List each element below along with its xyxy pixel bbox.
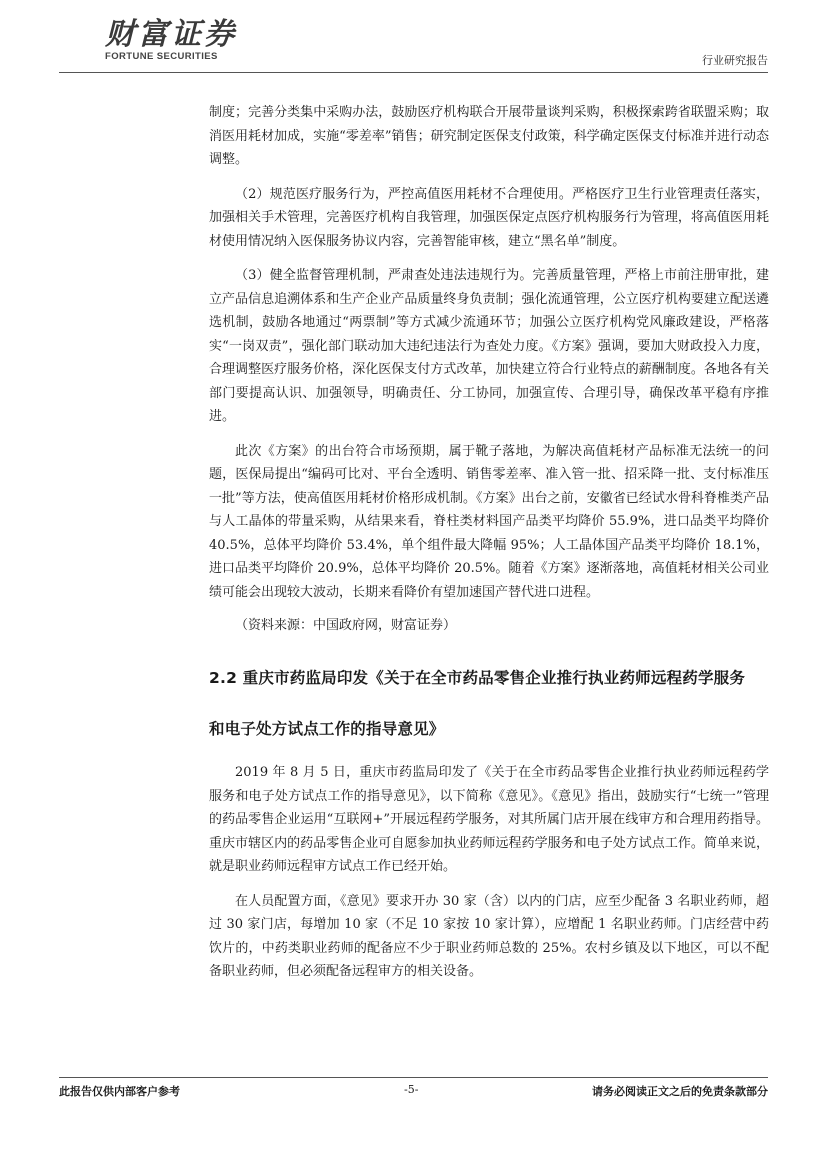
logo-english-name: FORTUNE SECURITIES xyxy=(105,51,218,62)
header-divider xyxy=(59,72,768,73)
report-type-label: 行业研究报告 xyxy=(702,54,768,67)
body-paragraph: 在人员配置方面，《意见》要求开办 30 家（含）以内的门店，应至少配备 3 名职业药师，超过 30 家门店，每增加 10 家（不足 10 家按 10 家计算），应增配 1 名职业药师。门店经营中药饮片的，中药类职业药师的配备应不少于职业药师总数的 25%。农村乡镇及以下地区，可以不配备职业药师，但必须配备远程审方的相关设备。 xyxy=(209,893,769,979)
body-paragraph: 制度；完善分类集中采购办法，鼓励医疗机构联合开展带量谈判采购，积极探索跨省联盟采购；取消医用耗材加成，实施“零差率”销售；研究制定医保支付政策，科学确定医保支付标准并进行动态调整。 xyxy=(209,105,769,167)
section-heading-line: 2.2 重庆市药监局印发《关于在全市药品零售企业推行执业药师远程药学服务 xyxy=(209,669,746,687)
source-note: （资料来源：中国政府网，财富证券） xyxy=(235,618,457,633)
body-paragraph: （3）健全监督管理机制，严肃查处违法违规行为。完善质量管理，严格上市前注册审批，建立产品信息追溯体系和生产企业产品质量终身负责制；强化流通管理，公立医疗机构要建立配送遴选机制，鼓励各地通过“两票制”等方式减少流通环节；加强公立医疗机构党风廉政建设，严格落实“一岗双责”，强化部门联动加大违纪违法行为查处力度。《方案》强调，要加大财政投入力度，合理调整医疗服务价格，深化医保支付方式改革，加快建立符合行业特点的薪酬制度。各地各有关部门要提高认识、加强领导，明确责任、分工协同，加强宣传、合理引导，确保改革平稳有序推进。 xyxy=(209,268,769,424)
logo-chinese-name: 财富证券 xyxy=(105,17,237,52)
page-number: -5- xyxy=(404,1083,419,1096)
footer-divider xyxy=(59,1077,768,1078)
body-paragraph: 此次《方案》的出台符合市场预期，属于靴子落地，为解决高值耗材产品标准无法统一的问题，医保局提出“编码可比对、平台全透明、销售零差率、准入管一批、招采降一批、支付标准压一批”等方法，使高值医用耗材价格形成机制。《方案》出台之前，安徽省已经试水骨科脊椎类产品与人工晶体的带量采购，从结果来看，脊柱类材料国产品类平均降价 55.9%，进口品类平均降价 40.5%，总体平均降价 53.4%，单个组件最大降幅 95%；人工晶体国产品类平均降价 18.1%，进口品类平均降价 20.9%，总体平均降价 20.5%。随着《方案》逐渐落地，高值耗材相关公司业绩可能会出现较大波动，长期来看降价有望加速国产替代进口进程。 xyxy=(209,443,769,600)
footer-disclaimer: 此报告仅供内部客户参考 xyxy=(59,1085,180,1098)
body-paragraph: （2）规范医疗服务行为，严控高值医用耗材不合理使用。严格医疗卫生行业管理责任落实，加强相关手术管理，完善医疗机构自我管理，加强医保定点医疗机构服务行为管理，将高值医用耗材使用情况纳入医保服务协议内容，完善智能审核，建立“黑名单”制度。 xyxy=(209,186,769,249)
document-body xyxy=(209,101,769,995)
section-heading xyxy=(209,653,769,755)
section-heading-line: 和电子处方试点工作的指导意见》 xyxy=(209,720,445,738)
footer-notice: 请务必阅读正文之后的免责条款部分 xyxy=(592,1085,768,1098)
company-logo xyxy=(105,18,245,62)
body-paragraph: 2019 年 8 月 5 日，重庆市药监局印发了《关于在全市药品零售企业推行执业药师远程药学服务和电子处方试点工作的指导意见》，以下简称《意见》。《意见》指出，鼓励实行“七统一”管理的药品零售企业运用“互联网+”开展远程药学服务，对其所属门店开展在线审方和合理用药指导。重庆市辖区内的药品零售企业可自愿参加执业药师远程药学服务和电子处方试点工作。简单来说，就是职业药师远程审方试点工作已经开始。 xyxy=(209,765,769,874)
